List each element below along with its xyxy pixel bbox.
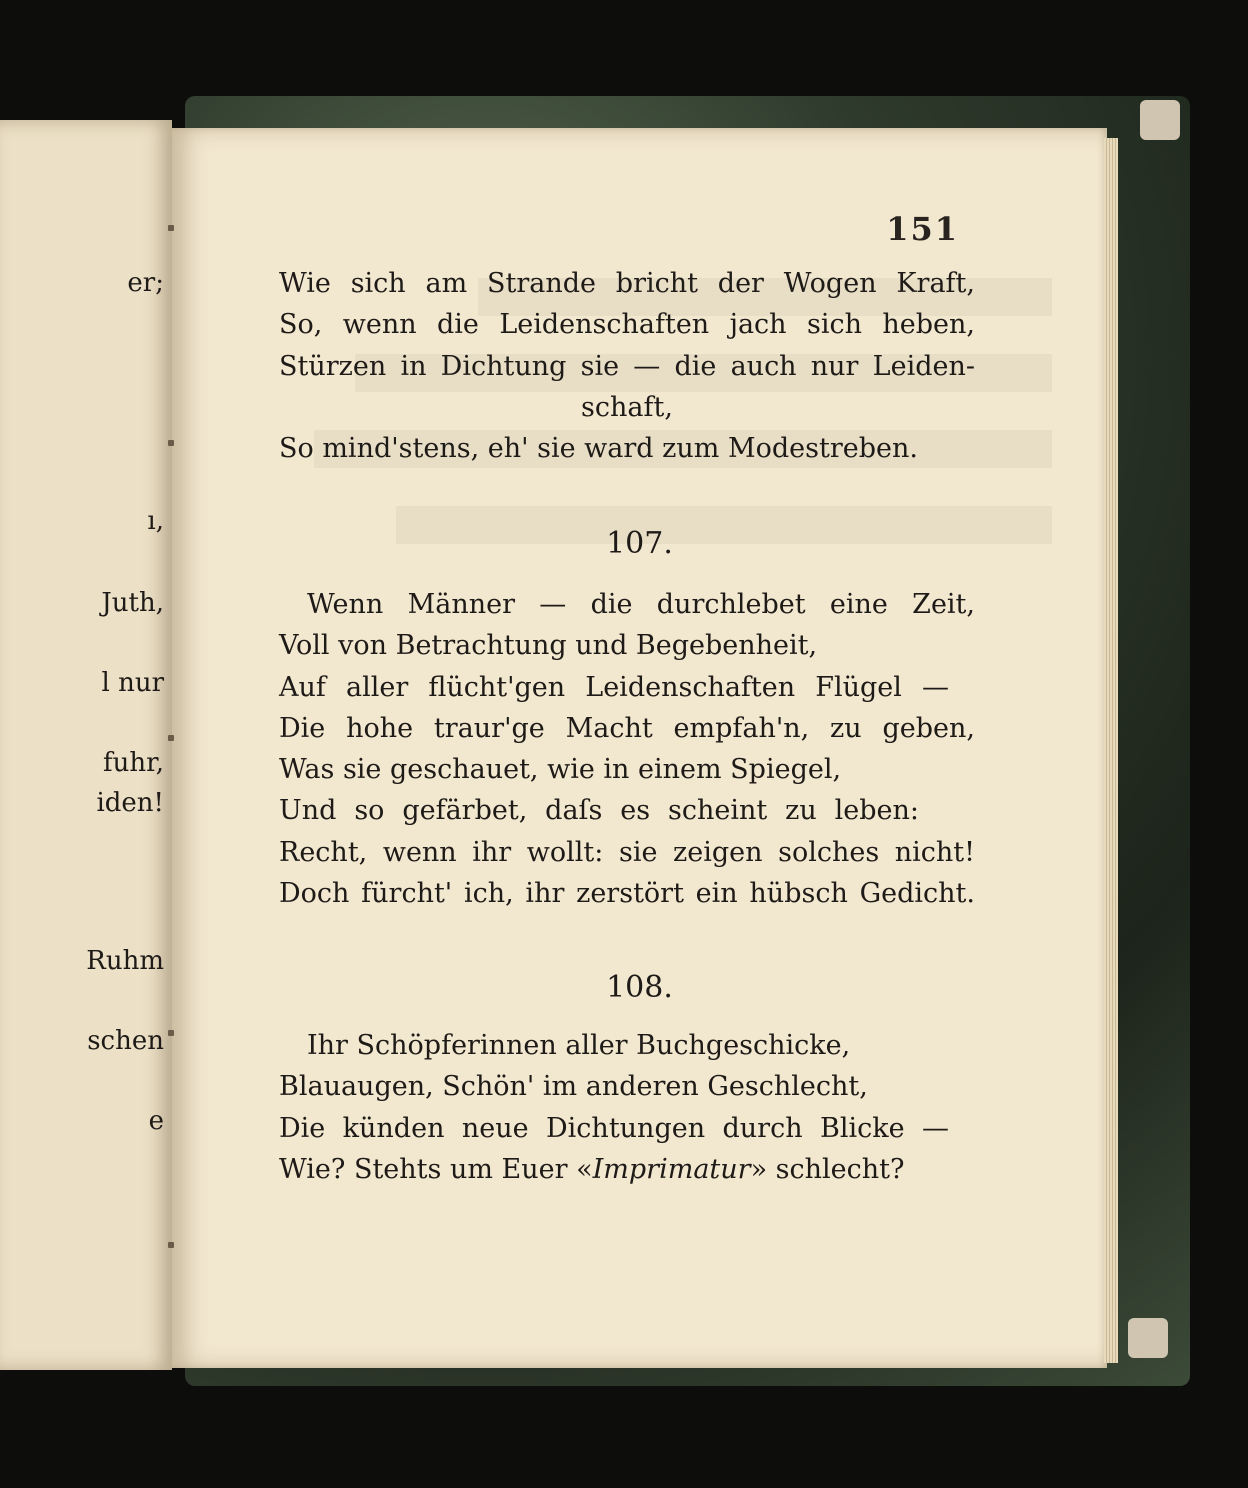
verse-line: schaft, [581, 391, 673, 423]
left-fragment: Ruhm [86, 946, 164, 976]
left-fragment: er; [127, 268, 164, 298]
verse-line: Die künden neue Dichtungen durch Blicke — [279, 1112, 949, 1144]
stanza-107 [279, 584, 975, 914]
verse-line: Blauaugen, Schön' im anderen Geschlecht, [279, 1071, 868, 1103]
verse-line: Ihr Schöpferinnen aller Buchgeschicke, [307, 1030, 851, 1061]
stanza-number-107: 107. [606, 526, 673, 561]
left-fragment: fuhr, [103, 748, 164, 778]
gutter-mark [168, 1242, 174, 1248]
verse-line: So mind'stens, eh' sie ward zum Modestreben. [279, 433, 918, 465]
worn-corner-bottom [1128, 1318, 1168, 1358]
verse-line: Wie sich am Strande bricht der Wogen Kraft, [279, 268, 975, 299]
verse-text: Wie? Stehts um Euer « [279, 1153, 593, 1185]
stanza-continued [279, 263, 975, 469]
page-number: 151 [886, 210, 959, 248]
verse-line: Wenn Männer — die durchlebet eine Zeit, [307, 589, 975, 620]
gutter-mark [168, 225, 174, 231]
verse-line: Doch fürcht' ich, ihr zerstört ein hübsch Gedicht. [279, 878, 975, 910]
imprimatur-word: Imprimatur [592, 1153, 751, 1185]
verse-line: Die hohe traur'ge Macht empfah'n, zu geben, [279, 712, 975, 744]
verse-line [279, 1149, 975, 1190]
left-fragment: ı, [147, 506, 164, 536]
gutter-mark [168, 1030, 174, 1036]
stanza-number-108: 108. [606, 970, 673, 1005]
gutter-mark [168, 735, 174, 741]
verse-line: Voll von Betrachtung und Begebenheit, [279, 630, 818, 662]
worn-corner-top [1140, 100, 1180, 140]
right-page [172, 128, 1107, 1368]
left-fragment: schen [87, 1026, 164, 1056]
verse-line: Stürzen in Dichtung sie — die auch nur Leiden- [279, 350, 975, 382]
left-page [0, 120, 172, 1370]
verse-line: So, wenn die Leidenschaften jach sich heben, [279, 309, 975, 341]
verse-line: Auf aller flücht'gen Leidenschaften Flügel — [279, 671, 949, 703]
left-fragment: iden! [96, 788, 164, 818]
stanza-108 [279, 1025, 975, 1190]
left-fragment: Juth, [101, 588, 164, 618]
left-fragment: e [148, 1106, 164, 1136]
verse-text: » schlecht? [750, 1153, 905, 1185]
gutter-mark [168, 440, 174, 446]
verse-line: Recht, wenn ihr wollt: sie zeigen solches nicht! [279, 836, 975, 868]
page-edges [1104, 138, 1118, 1363]
verse-line: Was sie geschauet, wie in einem Spiegel, [279, 754, 842, 786]
left-fragment: l nur [101, 668, 164, 698]
verse-line: Und so gefärbet, daſs es scheint zu leben: [279, 795, 919, 827]
